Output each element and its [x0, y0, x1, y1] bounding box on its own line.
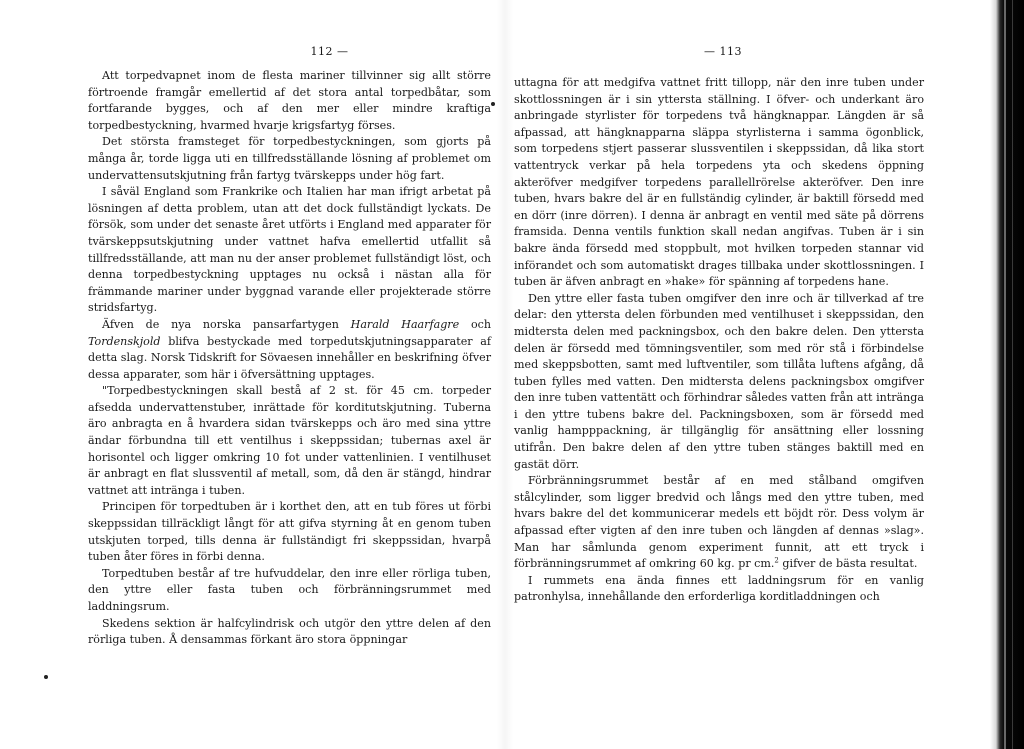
- left-page: [88, 0, 491, 749]
- paragraph: Det största framsteget för torpedbestyckningen, som gjorts på många år, torde ligga uti en tillfredsställande lösning af problemet om undervattensutskjutning från fartyg tvärskepps under hög fart.: [88, 135, 491, 182]
- ship-name: Harald Haarfagre: [350, 317, 460, 331]
- left-page-number: 112 —: [310, 45, 349, 58]
- superscript: 2: [774, 556, 779, 565]
- paragraph: Den yttre eller fasta tuben omgifver den inre och är tillverkad af tre delar: den yttersta delen förbunden med ventilhuset i skeppssidan, den midtersta delen med packningsbox, och den bakre delen. Den yttersta delen är försedd med tömningsventiler, som med rör stå i förbindelse med skeppsbotten, samt med luftventiler, som tillåta luftens afgång, då tuben fylles med vatten. Den midtersta delens packningsbox omgifver den inre tuben vattentätt och förhindrar således vatten från att intränga i den yttre tubens bakre del. Packningsboxen, som är försedd med vanlig hampppackning, är tillgänglig för ansättning eller lossning utifrån. Den bakre delen af den yttre tuben stänges baktill med en gastät dörr.: [514, 291, 924, 471]
- text-run: gifver de bästa resultat.: [778, 557, 918, 571]
- text-run: och: [459, 317, 491, 331]
- ship-name: Tordenskjold: [88, 334, 161, 348]
- edge-stripe: [1004, 0, 1006, 749]
- paragraph: Skedens sektion är halfcylindrisk och utgör den yttre delen af den rörliga tuben. Å densammas förkant äro stora öppningar: [88, 616, 491, 647]
- paragraph: Torpedtuben består af tre hufvuddelar, den inre eller rörliga tuben, den yttre eller fasta tuben och förbränningsrummet med laddningsrum.: [88, 566, 491, 613]
- text-run: Förbränningsrummet består af en med stålband omgifven stålcylinder, som ligger bredvid och långs med den yttre tuben, med hvars bakre del det kommunicerar medels ett böjdt rör. Dess volym är afpassad efter vigten af den inre tuben och längden af dennas »slag». Man har såmlunda genom experiment funnit, att ett tryck i förbränningsrummet af omkring 60 kg. pr cm.: [514, 474, 924, 571]
- right-page-number: — 113: [704, 45, 742, 58]
- gutter-shadow: [497, 0, 513, 749]
- ink-speck: [491, 102, 495, 106]
- text-run: blifva bestyckade med torpedutskjutningsapparater af detta slag. Norsk Tidskrift for Sövaesen innehåller en beskrifning öfver dessa apparater, som här i öfversättning upptages.: [88, 334, 491, 381]
- left-page-body: [88, 68, 491, 649]
- paragraph: I rummets ena ända finnes ett laddningsrum för en vanlig patronhylsa, innehållande den erforderliga korditladdningen och: [514, 573, 924, 604]
- ink-speck: [44, 675, 48, 679]
- paragraph: [88, 317, 491, 383]
- paragraph: Att torpedvapnet inom de flesta mariner tillvinner sig allt större förtroende framgår emellertid af det stora antal torpedbåtar, som fortfarande bygges, och af den mer eller mindre kraftiga torpedbestyckning, hvarmed hvarje krigsfartyg förses.: [88, 69, 491, 132]
- text-run: Äfven de nya norska pansarfartygen: [102, 317, 351, 331]
- paragraph: Principen för torpedtuben är i korthet den, att en tub föres ut förbi skeppssidan tillräckligt långt för att gifva styrning åt en genom tuben utskjuten torped, tills denna är fullständigt fri skeppssidan, hvarpå tuben åter föres in förbi denna.: [88, 500, 491, 564]
- edge-stripe: [1012, 0, 1013, 749]
- book-edge: [990, 0, 1024, 749]
- paragraph: uttagna för att medgifva vattnet fritt tillopp, när den inre tuben under skottlossningen är i sin yttersta ställning. I öfver- och underkant äro anbringade styrlister för torpedens två hängknappar. Längden är så afpassad, att hängknapparna släppa styrlisterna i samma ögonblick, som torpedens stjert passerar slussventilen i skeppssidan, då lika stort vattentryck verkar på hela torpedens yta och skedens öppning akteröfver medgifver torpedens parallellrörelse akteröfver. Den inre tuben, hvars bakre del är en fullständig cylinder, är baktill försedd med en dörr (inre dörren). I denna är anbragt en ventil med säte på dörrens framsida. Denna ventils funktion skall nedan angifvas. Tuben är i sin bakre ända försedd med stoppbult, mot hvilken torpeden stannar vid införandet och som automatiskt drages tillbaka under skottlossningen. I tuben är äfven anbragt en »hake» för spänning af torpedens hane.: [514, 76, 924, 289]
- paragraph: I såväl England som Frankrike och Italien har man ifrigt arbetat på lösningen af detta problem, utan att det dock fullständigt lyckats. De försök, som under det senaste året utförts i England med apparater för tvärskeppsutskjutning under vattnet hafva emellertid utfallit så tillfredsställande, att man nu der anser problemet fullständigt löst, och denna torpedbestyckning upptages nu också i nästan alla för främmande mariner under byggnad varande eller projekterade större stridsfartyg.: [88, 185, 491, 315]
- paragraph: "Torpedbestyckningen skall bestå af 2 st. för 45 cm. torpeder afsedda undervattenstuber, inrättade för korditutskjutning. Tuberna äro anbragta en å hvardera sidan tvärskepps och äro med sina yttre ändar förbundna till ett ventilhus i skeppssidan; tubernas axel är horisontel och ligger omkring 10 fot under vattenlinien. I ventilhuset är anbragt en flat slussventil af metall, som, då den är stängd, hindrar vattnet att intränga i tuben.: [88, 384, 491, 497]
- right-page-body: [514, 75, 924, 606]
- paragraph: [514, 473, 924, 573]
- right-page: [514, 0, 924, 749]
